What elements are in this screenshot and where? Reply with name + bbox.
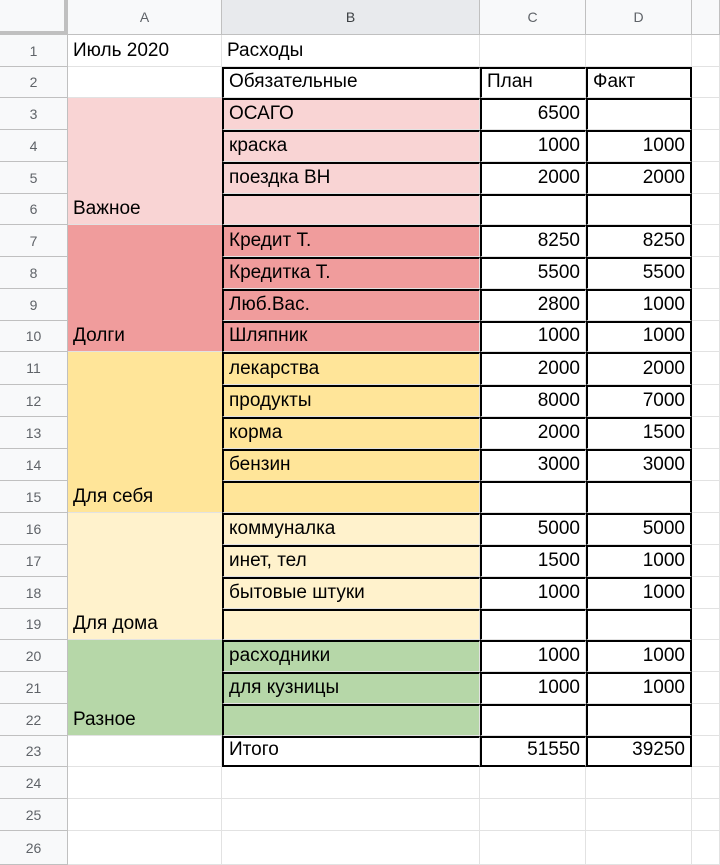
category-debts[interactable]: Долги: [68, 225, 222, 352]
item-plan[interactable]: 3000: [480, 449, 586, 481]
item-name[interactable]: расходники: [222, 640, 480, 672]
item-plan[interactable]: 1000: [480, 672, 586, 704]
item-name[interactable]: бытовые штуки: [222, 577, 480, 609]
column-header-c[interactable]: C: [480, 0, 586, 35]
row-header-23[interactable]: 23: [0, 736, 68, 767]
total-fact[interactable]: 39250: [586, 736, 692, 767]
item-name[interactable]: ОСАГО: [222, 98, 480, 130]
empty-cell[interactable]: [692, 321, 720, 352]
empty-cell[interactable]: [692, 449, 720, 481]
empty-cell[interactable]: [692, 545, 720, 577]
row-header-18[interactable]: 18: [0, 577, 68, 609]
item-name[interactable]: [222, 704, 480, 736]
empty-cell[interactable]: [692, 98, 720, 130]
row-header-12[interactable]: 12: [0, 385, 68, 417]
item-plan[interactable]: 6500: [480, 98, 586, 130]
row-header-19[interactable]: 19: [0, 609, 68, 640]
item-fact[interactable]: 1000: [586, 130, 692, 162]
item-fact[interactable]: 2000: [586, 352, 692, 385]
column-header-d[interactable]: D: [586, 0, 692, 35]
row-header-16[interactable]: 16: [0, 513, 68, 545]
item-fact[interactable]: [586, 481, 692, 513]
empty-cell[interactable]: [692, 194, 720, 225]
row-header-4[interactable]: 4: [0, 130, 68, 162]
row-header-8[interactable]: 8: [0, 257, 68, 289]
row-header-21[interactable]: 21: [0, 672, 68, 704]
item-plan[interactable]: [480, 704, 586, 736]
empty-cell[interactable]: [692, 672, 720, 704]
empty-cell[interactable]: [692, 385, 720, 417]
item-plan[interactable]: 8250: [480, 225, 586, 257]
empty-cell[interactable]: [692, 704, 720, 736]
cell-d1[interactable]: [586, 35, 692, 67]
header-fact[interactable]: Факт: [586, 67, 692, 98]
item-fact[interactable]: 8250: [586, 225, 692, 257]
item-plan[interactable]: 8000: [480, 385, 586, 417]
item-fact[interactable]: 3000: [586, 449, 692, 481]
item-fact[interactable]: 1000: [586, 640, 692, 672]
row-header-2[interactable]: 2: [0, 67, 68, 98]
row-header-26[interactable]: 26: [0, 831, 68, 865]
empty-cell[interactable]: [692, 481, 720, 513]
item-name[interactable]: Люб.Вас.: [222, 289, 480, 321]
empty-cell[interactable]: [222, 799, 480, 831]
item-fact[interactable]: [586, 98, 692, 130]
total-label[interactable]: Итого: [222, 736, 480, 767]
total-plan[interactable]: 51550: [480, 736, 586, 767]
item-fact[interactable]: [586, 704, 692, 736]
empty-cell[interactable]: [480, 767, 586, 799]
row-header-9[interactable]: 9: [0, 289, 68, 321]
item-name[interactable]: Кредит Т.: [222, 225, 480, 257]
item-plan[interactable]: [480, 194, 586, 225]
item-fact[interactable]: 1000: [586, 577, 692, 609]
category-home[interactable]: Для дома: [68, 513, 222, 640]
item-fact[interactable]: 5000: [586, 513, 692, 545]
empty-cell[interactable]: [692, 767, 720, 799]
header-plan[interactable]: План: [480, 67, 586, 98]
empty-cell[interactable]: [692, 130, 720, 162]
row-header-14[interactable]: 14: [0, 449, 68, 481]
item-fact[interactable]: [586, 194, 692, 225]
row-header-17[interactable]: 17: [0, 545, 68, 577]
row-header-11[interactable]: 11: [0, 352, 68, 385]
row-header-15[interactable]: 15: [0, 481, 68, 513]
empty-cell[interactable]: [692, 799, 720, 831]
empty-cell[interactable]: [692, 352, 720, 385]
empty-cell[interactable]: [68, 767, 222, 799]
row-header-6[interactable]: 6: [0, 194, 68, 225]
category-misc[interactable]: Разное: [68, 640, 222, 736]
empty-cell[interactable]: [692, 609, 720, 640]
select-all-corner[interactable]: [0, 0, 68, 35]
item-plan[interactable]: 2800: [480, 289, 586, 321]
row-header-5[interactable]: 5: [0, 162, 68, 194]
item-fact[interactable]: 7000: [586, 385, 692, 417]
empty-cell[interactable]: [692, 513, 720, 545]
empty-cell[interactable]: [692, 289, 720, 321]
row-header-20[interactable]: 20: [0, 640, 68, 672]
item-name[interactable]: для кузницы: [222, 672, 480, 704]
item-plan[interactable]: 2000: [480, 162, 586, 194]
item-fact[interactable]: 2000: [586, 162, 692, 194]
item-fact[interactable]: 1000: [586, 672, 692, 704]
row-header-25[interactable]: 25: [0, 799, 68, 831]
item-name[interactable]: продукты: [222, 385, 480, 417]
empty-cell[interactable]: [586, 799, 692, 831]
item-fact[interactable]: [586, 609, 692, 640]
item-name[interactable]: [222, 609, 480, 640]
item-fact[interactable]: 1000: [586, 289, 692, 321]
item-fact[interactable]: 1000: [586, 545, 692, 577]
item-plan[interactable]: 1000: [480, 577, 586, 609]
header-mandatory[interactable]: Обязательные: [222, 67, 480, 98]
empty-cell[interactable]: [480, 799, 586, 831]
empty-cell[interactable]: [586, 767, 692, 799]
row-header-7[interactable]: 7: [0, 225, 68, 257]
item-name[interactable]: поездка ВН: [222, 162, 480, 194]
item-plan[interactable]: [480, 609, 586, 640]
cell-a23[interactable]: [68, 736, 222, 767]
empty-cell[interactable]: [692, 67, 720, 98]
item-fact[interactable]: 1000: [586, 321, 692, 352]
item-name[interactable]: корма: [222, 417, 480, 449]
row-header-13[interactable]: 13: [0, 417, 68, 449]
item-plan[interactable]: 2000: [480, 352, 586, 385]
cell-c1[interactable]: [480, 35, 586, 67]
item-name[interactable]: Шляпник: [222, 321, 480, 352]
row-header-24[interactable]: 24: [0, 767, 68, 799]
item-name[interactable]: [222, 194, 480, 225]
item-name[interactable]: инет, тел: [222, 545, 480, 577]
item-plan[interactable]: 2000: [480, 417, 586, 449]
item-name[interactable]: коммуналка: [222, 513, 480, 545]
column-header-b[interactable]: B: [222, 0, 480, 35]
row-header-3[interactable]: 3: [0, 98, 68, 130]
column-header-e[interactable]: [692, 0, 720, 35]
cell-a2[interactable]: [68, 67, 222, 98]
item-name[interactable]: лекарства: [222, 352, 480, 385]
item-plan[interactable]: 5000: [480, 513, 586, 545]
empty-cell[interactable]: [692, 35, 720, 67]
item-plan[interactable]: [480, 481, 586, 513]
item-plan[interactable]: 5500: [480, 257, 586, 289]
empty-cell[interactable]: [692, 417, 720, 449]
item-plan[interactable]: 1000: [480, 130, 586, 162]
row-header-10[interactable]: 10: [0, 321, 68, 352]
item-name[interactable]: бензин: [222, 449, 480, 481]
column-header-a[interactable]: A: [68, 0, 222, 35]
item-name[interactable]: краска: [222, 130, 480, 162]
empty-cell[interactable]: [692, 640, 720, 672]
empty-cell[interactable]: [692, 225, 720, 257]
category-important[interactable]: Важное: [68, 98, 222, 225]
expenses-title[interactable]: Расходы: [222, 35, 480, 67]
empty-cell[interactable]: [692, 577, 720, 609]
empty-cell[interactable]: [692, 736, 720, 767]
item-plan[interactable]: 1000: [480, 640, 586, 672]
empty-cell[interactable]: [222, 767, 480, 799]
row-header-1[interactable]: 1: [0, 35, 68, 67]
item-fact[interactable]: 1500: [586, 417, 692, 449]
item-plan[interactable]: 1000: [480, 321, 586, 352]
item-name[interactable]: [222, 481, 480, 513]
empty-cell[interactable]: [692, 162, 720, 194]
empty-cell[interactable]: [68, 799, 222, 831]
category-self[interactable]: Для себя: [68, 352, 222, 513]
item-name[interactable]: Кредитка Т.: [222, 257, 480, 289]
row-header-22[interactable]: 22: [0, 704, 68, 736]
empty-cell[interactable]: [692, 257, 720, 289]
month-title[interactable]: Июль 2020: [68, 35, 222, 67]
item-plan[interactable]: 1500: [480, 545, 586, 577]
item-fact[interactable]: 5500: [586, 257, 692, 289]
